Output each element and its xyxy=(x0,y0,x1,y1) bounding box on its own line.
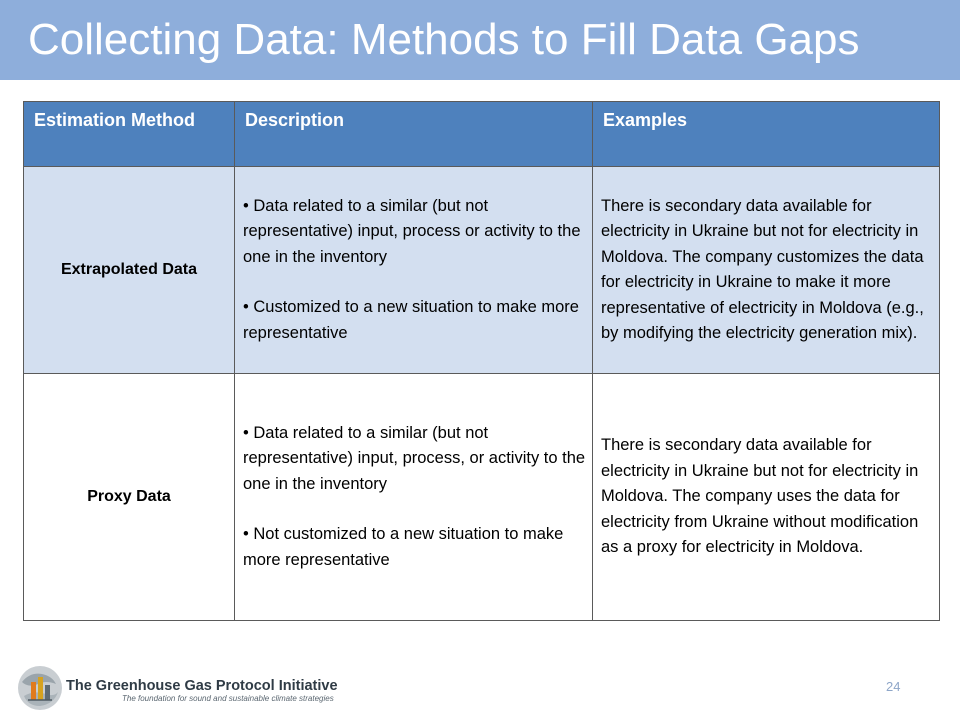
description-bullet: • Not customized to a new situation to make more representative xyxy=(243,525,564,569)
description-bullet: • Customized to a new situation to make more representative xyxy=(243,298,579,342)
page-number: 24 xyxy=(886,679,901,694)
header-examples: Examples xyxy=(593,102,940,167)
description-cell xyxy=(235,167,593,374)
org-name: The Greenhouse Gas Protocol Initiative xyxy=(66,678,338,694)
header-estimation-method: Estimation Method xyxy=(24,102,235,167)
description-bullet: • Data related to a similar (but not representative) input, process, or activity to the one in the inventory xyxy=(243,423,586,493)
example-cell: There is secondary data available for electricity in Ukraine but not for electricity in Moldova. The company uses the data for electricity from Ukraine without modification as a proxy for electricity in Moldova. xyxy=(593,374,940,621)
slide-title: Collecting Data: Methods to Fill Data Gaps xyxy=(28,15,860,64)
estimation-methods-table xyxy=(23,101,940,621)
method-cell: Proxy Data xyxy=(24,374,235,621)
description-cell xyxy=(235,374,593,621)
method-cell: Extrapolated Data xyxy=(24,167,235,374)
example-cell: There is secondary data available for electricity in Ukraine but not for electricity in Moldova. The company customizes the data for electricity in Ukraine to make it more representative of electricity in Moldova (e.g., by modifying the electricity generation mix). xyxy=(593,167,940,374)
title-bar xyxy=(0,0,960,80)
org-tagline: The foundation for sound and sustainable climate strategies xyxy=(122,694,334,703)
description-bullet: • Data related to a similar (but not representative) input, process or activity to the one in the inventory xyxy=(243,196,581,266)
ghg-protocol-globe-logo-icon xyxy=(16,664,64,712)
table-header-row xyxy=(24,102,940,167)
table-row xyxy=(24,167,940,374)
table-row xyxy=(24,374,940,621)
header-description: Description xyxy=(235,102,593,167)
